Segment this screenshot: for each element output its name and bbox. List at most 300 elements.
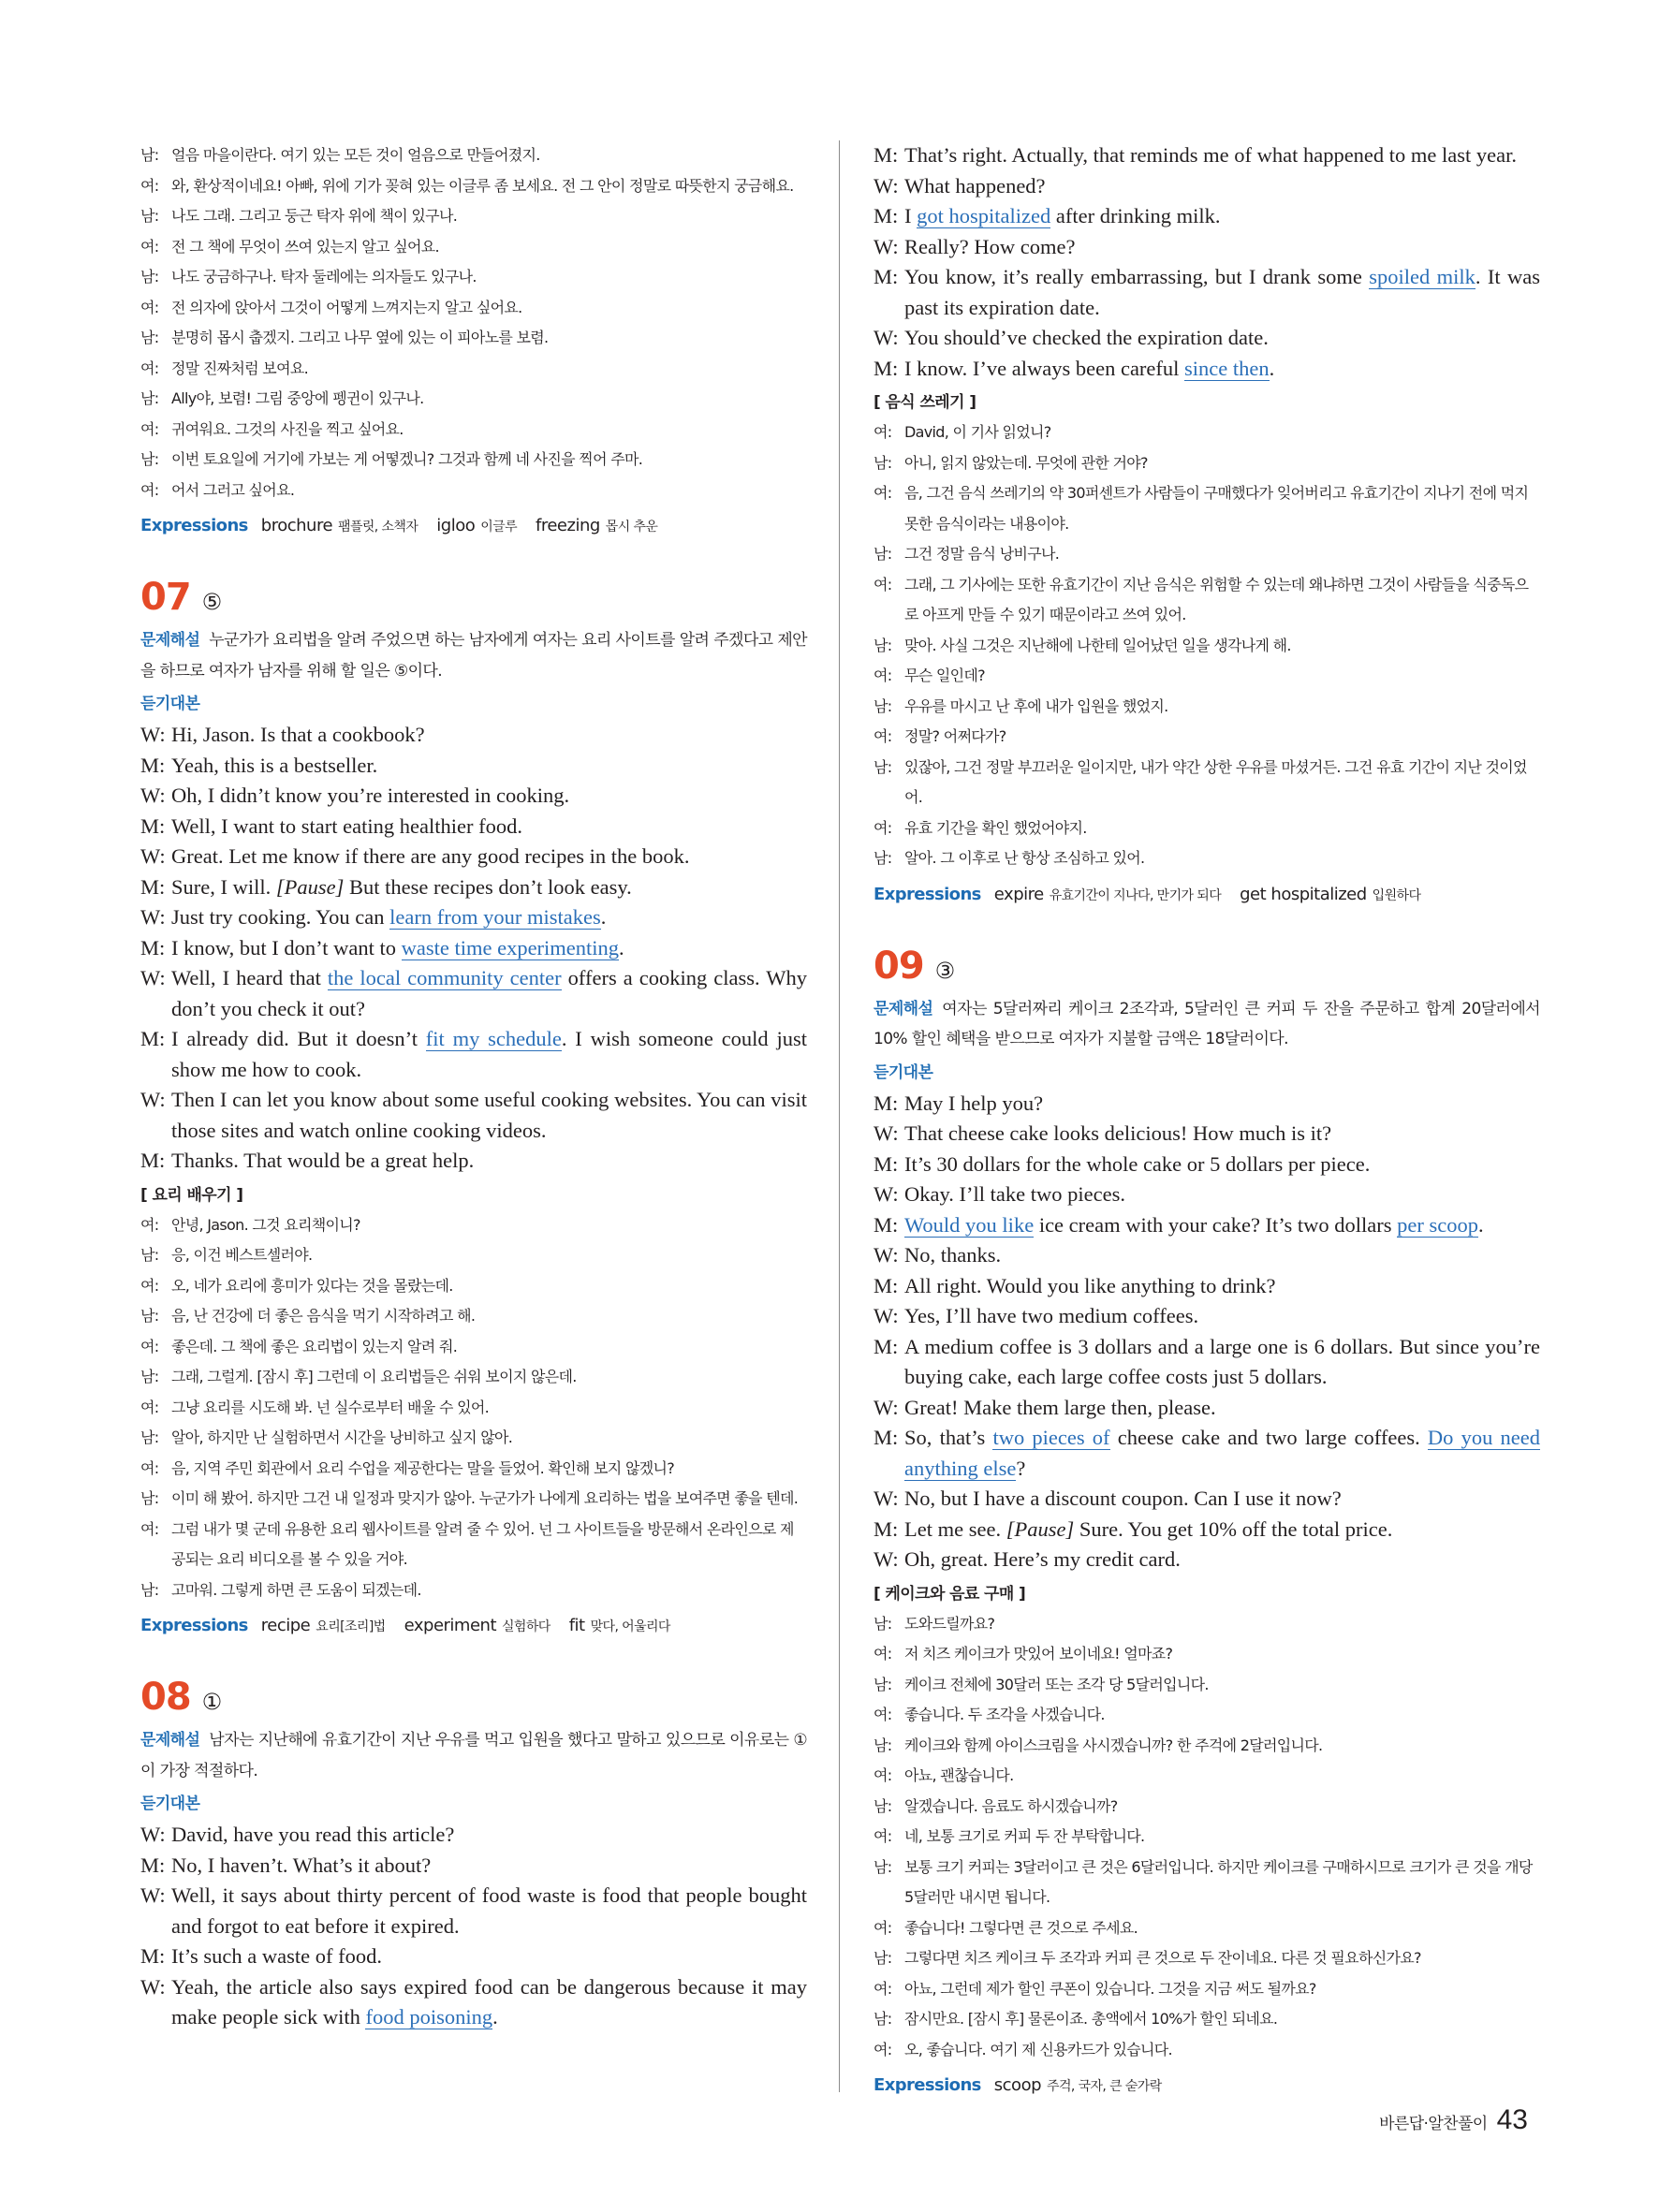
speaker: M: xyxy=(140,1027,166,1050)
line-text: 알아. 그 이후로 난 항상 조심하고 있어. xyxy=(904,849,1145,867)
text-segment: May I help you? xyxy=(904,1091,1044,1115)
text-segment: Oh, great. Here’s my credit card. xyxy=(904,1547,1181,1571)
expression-term: fit xyxy=(568,1616,585,1635)
line-text: 있잖아, 그건 정말 부끄러운 일이지만, 내가 약간 상한 우유를 마셨거든. 그건 유효 기간이 지난 것이었어. xyxy=(904,757,1527,806)
expressions-label: Expressions xyxy=(140,1616,248,1635)
speaker: 여: xyxy=(140,1458,159,1477)
speaker: 남: xyxy=(874,1949,892,1967)
line-text xyxy=(171,751,807,782)
speaker: W: xyxy=(140,844,166,868)
script-line xyxy=(140,902,807,933)
script-line xyxy=(874,1484,1540,1515)
line-text xyxy=(171,1881,807,1941)
speaker: M: xyxy=(874,1212,899,1237)
speaker: W: xyxy=(874,234,899,258)
script-line xyxy=(140,842,807,872)
speaker: 여: xyxy=(140,1215,159,1234)
line-text xyxy=(171,963,807,1024)
script-line xyxy=(874,1515,1540,1545)
dialogue-line xyxy=(874,813,1540,844)
line-text xyxy=(904,1271,1540,1302)
speaker: 남: xyxy=(140,207,159,225)
blank-phrase: per scoop xyxy=(1397,1212,1479,1237)
speaker: 남: xyxy=(140,1246,159,1264)
script-line xyxy=(874,1210,1540,1241)
text-segment: ice cream with your cake? It’s two dollars xyxy=(1034,1212,1398,1237)
expression-meaning: 유효기간이 지나다, 만기가 되다 xyxy=(1049,887,1222,903)
text-segment: Let me see. xyxy=(904,1516,1006,1541)
dialogue-line xyxy=(874,1792,1540,1823)
text-segment: No, thanks. xyxy=(904,1243,1002,1267)
speaker: 남: xyxy=(874,1736,892,1754)
speaker: 여: xyxy=(874,423,892,441)
speaker: 여: xyxy=(140,237,159,256)
speaker: M: xyxy=(874,265,899,288)
speaker: W: xyxy=(140,966,166,989)
speaker: 남: xyxy=(874,1675,892,1693)
script-line xyxy=(140,1972,807,2033)
text-segment: Yeah, this is a bestseller. xyxy=(171,753,378,777)
speaker: 남: xyxy=(874,453,892,472)
line-text: 분명히 몹시 춥겠지. 그리고 나무 옆에 있는 이 피아노를 보렴. xyxy=(171,329,549,346)
speaker: 여: xyxy=(874,1645,892,1663)
blank-phrase: got hospitalized xyxy=(917,204,1051,227)
expression-meaning: 이글루 xyxy=(480,520,518,535)
script-label: 듣기대본 xyxy=(874,1062,933,1082)
dialogue-line xyxy=(874,448,1540,479)
dialogue-line xyxy=(140,293,807,324)
line-text: 아니, 읽지 않았는데. 무엇에 관한 거야? xyxy=(904,453,1148,472)
speaker: 여: xyxy=(140,1519,159,1538)
column-divider xyxy=(839,140,840,2092)
speaker: M: xyxy=(140,1149,166,1172)
line-text: 어서 그러고 싶어요. xyxy=(171,480,295,499)
script-line xyxy=(140,1085,807,1146)
page-footer xyxy=(1379,2104,1528,2136)
question-number: 09 xyxy=(874,944,924,988)
speaker: 남: xyxy=(140,268,159,286)
speaker: 남: xyxy=(874,2010,892,2028)
line-text xyxy=(171,902,807,933)
dialogue-line xyxy=(140,1423,807,1454)
speaker: 여: xyxy=(140,176,159,195)
script-label: 듣기대본 xyxy=(140,1795,200,1813)
left-column xyxy=(140,140,807,2033)
line-text xyxy=(904,171,1540,202)
dialogue-line xyxy=(874,1943,1540,1974)
expressions-label: Expressions xyxy=(874,884,981,904)
dialogue-line xyxy=(874,631,1540,662)
top-expressions xyxy=(140,509,807,544)
speaker: M: xyxy=(874,204,899,227)
text-segment: after drinking milk. xyxy=(1050,204,1221,227)
dialogue-line xyxy=(874,570,1540,631)
line-text xyxy=(904,140,1540,171)
dialogue-line xyxy=(874,1761,1540,1792)
speaker: 남: xyxy=(874,849,892,867)
speaker: 여: xyxy=(874,818,892,837)
speaker: 남: xyxy=(140,1489,159,1507)
text-segment: I already did. But it doesn’t xyxy=(171,1027,426,1050)
line-text: 와, 환상적이네요! 아빠, 위에 기가 꽂혀 있는 이글루 좀 보세요. 전 그 안이 정말로 따뜻한지 궁금해요. xyxy=(171,176,794,195)
text-segment: It’s 30 dollars for the whole cake or 5 dollars per piece. xyxy=(904,1151,1371,1176)
text-segment: Oh, I didn’t know you’re interested in cooking. xyxy=(171,784,570,807)
text-segment: Just try cooking. You can xyxy=(171,905,390,929)
dialogue-line xyxy=(874,1853,1540,1913)
speaker: W: xyxy=(874,1243,899,1267)
q07-translation xyxy=(140,1210,807,1606)
speaker: 남: xyxy=(140,450,159,468)
answer-symbol: ① xyxy=(201,1689,223,1715)
question-07-header xyxy=(140,574,807,625)
line-text xyxy=(904,1179,1540,1210)
q08-script-continued xyxy=(874,140,1540,384)
right-column xyxy=(874,140,1540,2103)
line-text xyxy=(171,1085,807,1146)
q08-expressions xyxy=(874,878,1540,913)
speaker: 여: xyxy=(874,484,892,502)
line-text xyxy=(904,1240,1540,1271)
solution-text: 누군가가 요리법을 알려 주었으면 하는 남자에게 여자는 요리 사이트를 알려 주겠다고 제안을 하므로 여자가 남자를 위해 할 일은 ⑤이다. xyxy=(140,631,807,681)
speaker: W: xyxy=(874,173,899,198)
text-segment: A medium coffee is 3 dollars and a large one is 6 dollars. But since you’re buying cake, each large coffee costs just 5 dollars. xyxy=(904,1334,1540,1388)
book-title: 바른답·알찬풀이 xyxy=(1379,2115,1488,2133)
text-segment: You should’ve checked the expiration date. xyxy=(904,326,1269,349)
line-text: 좋습니다! 그렇다면 큰 것으로 주세요. xyxy=(904,1918,1138,1937)
text-segment: Really? How come? xyxy=(904,234,1076,258)
line-text: 아뇨, 그런데 제가 할인 쿠폰이 있습니다. 그것을 지금 써도 될까요? xyxy=(904,1979,1316,1998)
q07-solution xyxy=(140,625,807,686)
text-segment: Sure, I will. xyxy=(171,874,276,899)
line-text xyxy=(171,781,807,812)
line-text xyxy=(171,720,807,751)
expression-meaning: 맞다, 어울리다 xyxy=(590,1619,670,1634)
line-text xyxy=(171,1024,807,1085)
line-text: 알아, 하지만 난 실험하면서 시간을 낭비하고 싶지 않아. xyxy=(171,1428,513,1446)
dialogue-line xyxy=(140,415,807,446)
blank-phrase: fit my schedule xyxy=(425,1027,562,1050)
script-line xyxy=(140,751,807,782)
line-text xyxy=(904,1301,1540,1332)
dialogue-line xyxy=(140,354,807,385)
dialogue-line xyxy=(140,1393,807,1424)
dialogue-line xyxy=(140,445,807,476)
speaker: 남: xyxy=(140,146,159,164)
text-segment: So, that’s xyxy=(904,1426,993,1449)
line-text: 아뇨, 괜찮습니다. xyxy=(904,1766,1014,1784)
speaker: 여: xyxy=(874,575,892,593)
expression-term: recipe xyxy=(260,1616,311,1635)
speaker: M: xyxy=(874,1151,899,1176)
speaker: M: xyxy=(140,1944,166,1968)
script-line xyxy=(874,1271,1540,1302)
question-number: 07 xyxy=(140,576,191,619)
script-line xyxy=(874,232,1540,263)
line-text: 이미 해 봤어. 하지만 그건 내 일정과 맞지가 않아. 누군가가 나에게 요리하는 법을 보여주면 좋을 텐데. xyxy=(171,1489,799,1507)
speaker: 남: xyxy=(140,1428,159,1446)
line-text: 음, 그건 음식 쓰레기의 약 30퍼센트가 사람들이 구매했다가 잊어버리고 유효기간이 지나기 전에 먹지 못한 음식이라는 내용이야. xyxy=(904,484,1529,533)
text-segment: Well, I heard that xyxy=(171,966,328,989)
speaker: W: xyxy=(140,723,166,746)
line-text: 전 그 책에 무엇이 쓰여 있는지 알고 싶어요. xyxy=(171,237,439,256)
line-text: 이번 토요일에 거기에 가보는 게 어떻겠니? 그것과 함께 네 사진을 찍어 주마. xyxy=(171,450,643,468)
text-segment: . I wish someone could just show me how to cook. xyxy=(171,1027,807,1081)
line-text: 잠시만요. [잠시 후] 물론이죠. 총액에서 10%가 할인 되네요. xyxy=(904,2010,1278,2028)
line-text: Ally야, 보렴! 그림 중앙에 펭귄이 있구나. xyxy=(171,389,424,407)
q09-translation xyxy=(874,1609,1540,2066)
text-segment: I know, but I don’t want to xyxy=(171,935,402,960)
question-08-header xyxy=(140,1674,807,1725)
text-segment: Yes, I’ll have two medium coffees. xyxy=(904,1304,1199,1327)
text-segment: offers a cooking class. Why don’t you check it out? xyxy=(171,966,807,1020)
dialogue-line xyxy=(874,2004,1540,2035)
text-segment: No, I haven’t. What’s it about? xyxy=(171,1853,432,1877)
line-text: 그럼 내가 몇 군데 유용한 요리 웹사이트를 알려 줄 수 있어. 넌 그 사이트들을 방문해서 온라인으로 제공되는 요리 비디오를 볼 수 있을 거야. xyxy=(171,1519,794,1568)
dialogue-line xyxy=(140,1271,807,1302)
expression-term: igloo xyxy=(436,516,476,535)
script-line xyxy=(874,1423,1540,1484)
dialogue-line xyxy=(140,1301,807,1332)
speaker: W: xyxy=(140,905,166,929)
line-text: 케이크 전체에 30달러 또는 조각 당 5달러입니다. xyxy=(904,1675,1209,1693)
line-text xyxy=(904,262,1540,323)
line-text: David, 이 기사 읽었니? xyxy=(904,423,1051,441)
stage-direction: [Pause] xyxy=(275,874,345,899)
line-text xyxy=(904,323,1540,354)
q07-translation-title: [ 요리 배우기 ] xyxy=(140,1185,243,1205)
q08-solution xyxy=(140,1725,807,1786)
text-segment: Hi, Jason. Is that a cookbook? xyxy=(171,723,425,746)
dialogue-line xyxy=(140,1575,807,1606)
line-text xyxy=(904,1119,1540,1150)
solution-label: 문제해설 xyxy=(140,1731,200,1750)
q08-translation xyxy=(874,417,1540,874)
dialogue-line xyxy=(140,1210,807,1241)
text-segment: Great. Let me know if there are any good recipes in the book. xyxy=(171,844,690,868)
text-segment: David, have you read this article? xyxy=(171,1823,455,1846)
line-text: 그래, 그럴게. [잠시 후] 그런데 이 요리법들은 쉬워 보이지 않은데. xyxy=(171,1368,577,1385)
dialogue-line xyxy=(874,2035,1540,2066)
speaker: W: xyxy=(874,1182,899,1206)
speaker: 남: xyxy=(874,757,892,776)
text-segment: I know. I’ve always been careful xyxy=(904,356,1185,380)
script-line xyxy=(874,201,1540,232)
speaker: 여: xyxy=(140,1276,159,1295)
expression-meaning: 주걱, 국자, 큰 숟가락 xyxy=(1047,2079,1162,2094)
text-segment: . xyxy=(1478,1212,1484,1237)
script-line xyxy=(140,933,807,964)
expression-term: get hospitalized xyxy=(1240,884,1367,904)
expression-term: freezing xyxy=(536,516,600,535)
speaker: 여: xyxy=(140,1398,159,1416)
line-text: 저 치즈 케이크가 맛있어 보이네요! 얼마죠? xyxy=(904,1645,1173,1663)
script-line xyxy=(874,1150,1540,1180)
expression-meaning: 요리[조리]법 xyxy=(316,1619,386,1634)
expression-term: experiment xyxy=(404,1616,496,1635)
dialogue-line xyxy=(874,692,1540,723)
script-line xyxy=(874,354,1540,385)
speaker: M: xyxy=(140,874,166,899)
speaker: 여: xyxy=(874,1766,892,1784)
answer-symbol: ⑤ xyxy=(201,589,223,615)
blank-phrase: food poisoning xyxy=(365,2005,493,2029)
speaker: 남: xyxy=(140,329,159,346)
speaker: 여: xyxy=(874,1979,892,1998)
script-line xyxy=(874,1179,1540,1210)
line-text xyxy=(171,1851,807,1882)
line-text: 맞아. 사실 그것은 지난해에 나한테 일어났던 일을 생각나게 해. xyxy=(904,636,1291,654)
line-text: 좋습니다. 두 조각을 사겠습니다. xyxy=(904,1706,1105,1723)
line-text: 네, 보통 크기로 커피 두 잔 부탁합니다. xyxy=(904,1827,1145,1845)
speaker: 남: xyxy=(874,545,892,563)
speaker: M: xyxy=(874,1273,899,1297)
top-translation xyxy=(140,140,807,505)
speaker: M: xyxy=(140,813,166,838)
speaker: M: xyxy=(140,1853,166,1877)
speaker: M: xyxy=(874,1334,899,1358)
line-text: 케이크와 함께 아이스크림을 사시겠습니까? 한 주걱에 2달러입니다. xyxy=(904,1736,1323,1754)
solution-label: 문제해설 xyxy=(874,999,933,1018)
text-segment: . xyxy=(619,935,624,960)
dialogue-line xyxy=(140,262,807,293)
solution-label: 문제해설 xyxy=(140,631,200,650)
text-segment: cheese cake and two large coffees. xyxy=(1109,1426,1428,1449)
dialogue-line xyxy=(140,1332,807,1363)
speaker: W: xyxy=(140,1823,166,1846)
line-text: 귀여워요. 그것의 사진을 찍고 싶어요. xyxy=(171,419,404,438)
blank-phrase: two pieces of xyxy=(992,1426,1110,1449)
speaker: 남: xyxy=(140,389,159,407)
dialogue-line xyxy=(874,539,1540,570)
dialogue-line xyxy=(874,1913,1540,1944)
speaker: 남: xyxy=(874,1857,892,1876)
speaker: 남: xyxy=(140,1307,159,1325)
speaker: 남: xyxy=(874,1614,892,1633)
script-line xyxy=(140,1024,807,1085)
line-text: 나도 궁금하구나. 탁자 둘레에는 의자들도 있구나. xyxy=(171,268,477,286)
line-text xyxy=(904,1210,1540,1241)
text-segment: Sure. You get 10% off the total price. xyxy=(1074,1516,1393,1541)
solution-text: 남자는 지난해에 유효기간이 지난 우유를 먹고 입원을 했다고 말하고 있으므로 이유로는 ①이 가장 적절하다. xyxy=(140,1731,807,1780)
speaker: 여: xyxy=(140,1337,159,1355)
dialogue-line xyxy=(140,1515,807,1575)
script-line xyxy=(140,1820,807,1851)
q07-script xyxy=(140,720,807,1177)
text-segment: Yeah, the article also says expired food can be dangerous because it may make people sick with xyxy=(171,1974,807,2029)
text-segment: Thanks. That would be a great help. xyxy=(171,1149,475,1172)
script-line xyxy=(874,1089,1540,1120)
script-line xyxy=(874,1332,1540,1393)
line-text: 그냥 요리를 시도해 봐. 넌 실수로부터 배울 수 있어. xyxy=(171,1398,489,1416)
dialogue-line xyxy=(140,1362,807,1393)
line-text xyxy=(904,1150,1540,1180)
line-text xyxy=(904,1484,1540,1515)
dialogue-line xyxy=(140,323,807,354)
question-09-header xyxy=(874,943,1540,994)
line-text: 음, 지역 주민 회관에서 요리 수업을 제공한다는 말을 들었어. 확인해 보지 않겠니? xyxy=(171,1458,675,1477)
speaker: W: xyxy=(140,1974,166,1999)
q09-solution xyxy=(874,994,1540,1055)
speaker: 남: xyxy=(874,696,892,715)
speaker: 여: xyxy=(874,667,892,684)
dialogue-line xyxy=(140,476,807,506)
expression-meaning: 몹시 추운 xyxy=(605,520,658,535)
q08-script xyxy=(140,1820,807,2033)
line-text: 안녕, Jason. 그것 요리책이니? xyxy=(171,1215,360,1234)
script-line xyxy=(874,1301,1540,1332)
dialogue-line xyxy=(874,417,1540,448)
text-segment: ? xyxy=(1016,1456,1026,1480)
blank-phrase: the local community center xyxy=(327,966,562,989)
line-text xyxy=(171,842,807,872)
text-segment: . xyxy=(492,2005,498,2029)
text-segment: That’s right. Actually, that reminds me of what happened to me last year. xyxy=(904,143,1517,167)
speaker: 남: xyxy=(140,1580,159,1599)
speaker: M: xyxy=(874,356,899,380)
dialogue-line xyxy=(874,1670,1540,1701)
expression-meaning: 실험하다 xyxy=(502,1619,551,1634)
speaker: 여: xyxy=(874,1918,892,1937)
script-line xyxy=(874,171,1540,202)
script-line xyxy=(140,1941,807,1972)
page-number: 43 xyxy=(1496,2104,1528,2135)
line-text: 무슨 일인데? xyxy=(904,667,985,684)
line-text: 정말 진짜처럼 보여요. xyxy=(171,359,308,377)
text-segment: . xyxy=(1269,356,1275,380)
speaker: M: xyxy=(874,143,899,167)
line-text xyxy=(904,1393,1540,1424)
text-segment: That cheese cake looks delicious! How much is it? xyxy=(904,1121,1332,1145)
blank-phrase: waste time experimenting xyxy=(401,935,620,960)
blank-phrase: Do you need anything else xyxy=(904,1426,1540,1480)
script-line xyxy=(874,1393,1540,1424)
text-segment: Okay. I’ll take two pieces. xyxy=(904,1182,1125,1206)
line-text xyxy=(171,872,807,903)
solution-text: 여자는 5달러짜리 케이크 2조각과, 5달러인 큰 커피 두 잔을 주문하고 합계 20달러에서 10% 할인 혜택을 받으므로 여자가 지불할 금액은 18달러이다. xyxy=(874,999,1540,1048)
q09-expressions xyxy=(874,2069,1540,2103)
expression-term: scoop xyxy=(993,2075,1042,2095)
line-text xyxy=(171,1146,807,1177)
script-line xyxy=(874,140,1540,171)
text-segment: Well, I want to start eating healthier food. xyxy=(171,813,522,838)
q08-translation-title: [ 음식 쓰레기 ] xyxy=(874,393,976,412)
dialogue-line xyxy=(874,1700,1540,1731)
dialogue-line xyxy=(874,1609,1540,1640)
dialogue-line xyxy=(874,1822,1540,1853)
speaker: 여: xyxy=(874,1827,892,1845)
line-text xyxy=(904,1089,1540,1120)
line-text xyxy=(171,812,807,842)
line-text: 알겠습니다. 음료도 하시겠습니까? xyxy=(904,1796,1118,1815)
speaker: 여: xyxy=(140,359,159,377)
line-text: 고마워. 그렇게 하면 큰 도움이 되겠는데. xyxy=(171,1580,421,1599)
text-segment: No, but I have a discount coupon. Can I use it now? xyxy=(904,1487,1342,1510)
dialogue-line xyxy=(874,478,1540,539)
line-text: 그래, 그 기사에는 또한 유효기간이 지난 음식은 위험할 수 있는데 왜냐하면 그것이 사람들을 식중독으로 아프게 만들 수 있기 때문이라고 쓰여 있어. xyxy=(904,575,1529,623)
script-line xyxy=(874,262,1540,323)
script-line xyxy=(140,872,807,903)
text-segment: Great! Make them large then, please. xyxy=(904,1395,1216,1419)
answer-symbol: ③ xyxy=(934,957,956,984)
blank-phrase: since then xyxy=(1184,356,1270,380)
line-text: 도와드릴까요? xyxy=(904,1614,995,1633)
line-text: 음, 난 건강에 더 좋은 음식을 먹기 시작하려고 해. xyxy=(171,1307,476,1325)
script-label: 듣기대본 xyxy=(140,695,200,713)
dialogue-line xyxy=(874,661,1540,692)
script-line xyxy=(140,1146,807,1177)
expressions-label: Expressions xyxy=(874,2075,981,2095)
line-text: 오, 좋습니다. 여기 제 신용카드가 있습니다. xyxy=(904,2040,1172,2058)
